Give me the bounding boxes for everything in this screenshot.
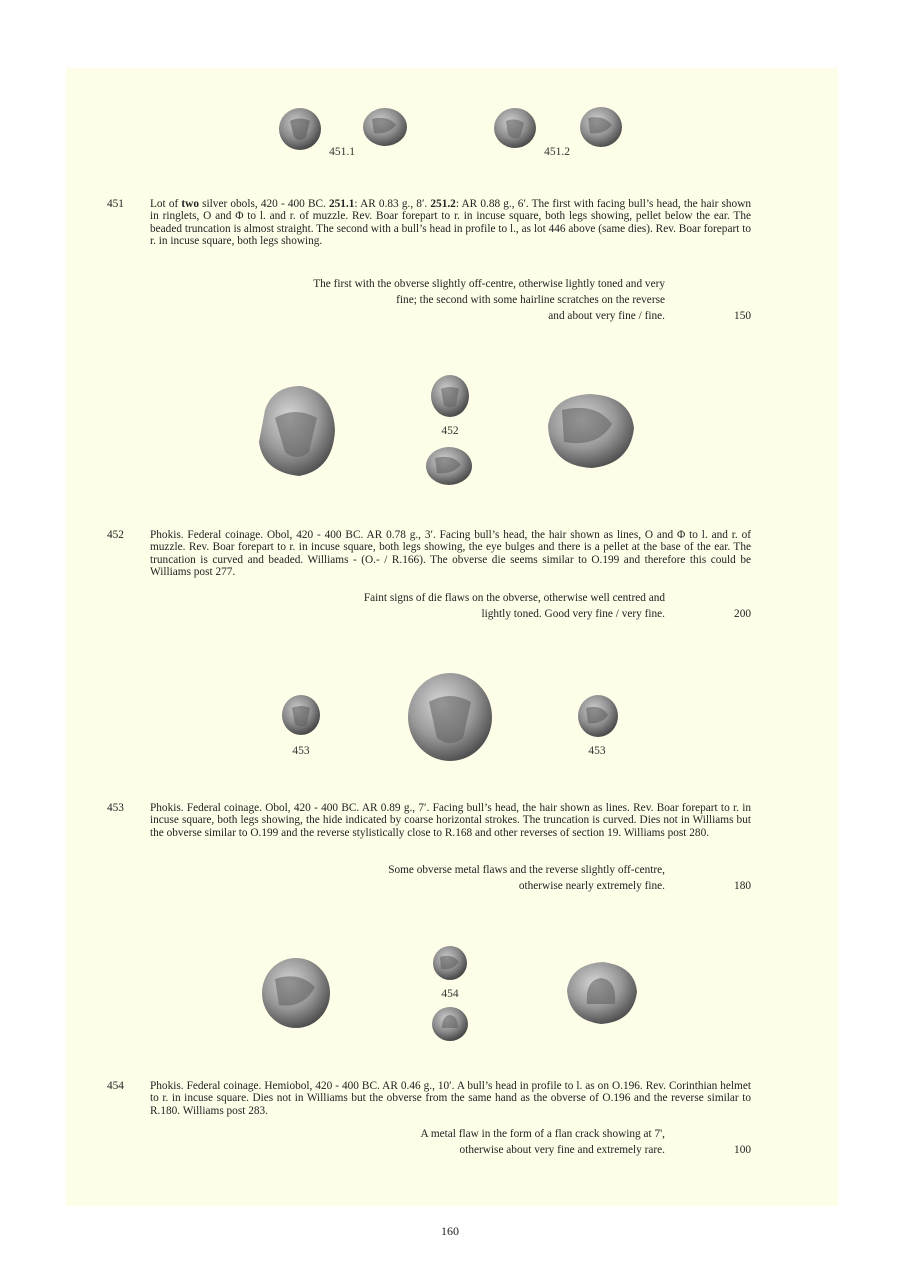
coin-452-obverse (430, 374, 470, 418)
plate-label: 453 (292, 745, 310, 757)
coin-451-2-reverse (579, 106, 623, 148)
lot-estimate: 100 (734, 1144, 751, 1156)
lot-condition-line: fine; the second with some hairline scratches on the reverse (396, 294, 665, 306)
lot-number: 454 (107, 1080, 124, 1092)
lot-estimate: 150 (734, 310, 751, 322)
coin-454-reverse-enlarged (563, 960, 639, 1026)
lot-estimate: 200 (734, 608, 751, 620)
lot-condition-line: and about very fine / fine. (548, 310, 665, 322)
plate-label: 454 (441, 988, 459, 1000)
plate-label: 453 (588, 745, 606, 757)
coin-451-2-obverse (493, 107, 537, 149)
lot-description: Lot of two silver obols, 420 - 400 BC. 251.1: AR 0.83 g., 8′. 251.2: AR 0.88 g., 6′. The first with facing bull’s head, the hair shown in ringlets, O and Φ to l. and r. of muzzle. Rev. Boar forepart to r. in incuse square, both legs showing, pellet below the ear. The beaded truncation is almost straight. The second with a bull’s head in profile to l., as lot 446 above (same dies). Rev. Boar forepart to r. in incuse square, both legs showing. (150, 198, 752, 248)
coin-451-1-reverse (362, 107, 408, 147)
coin-454-reverse (431, 1006, 469, 1042)
plate-label: 451.2 (544, 146, 570, 158)
lot-description: Phokis. Federal coinage. Obol, 420 - 400 BC. AR 0.89 g., 7′. Facing bull’s head, the hair shown as lines. Rev. Boar forepart to r. in incuse square, both legs showing, the hide indicated by coarse horizontal strokes. The truncation is curved. Dies not in Williams but the obverse similar to O.199 and the reverse stylistically close to R.168 and other reverses of section 19. Williams post 280. (150, 802, 751, 839)
coin-452-reverse-enlarged (542, 390, 636, 470)
lot-number: 453 (107, 802, 124, 814)
plate-label: 452 (441, 425, 459, 437)
coin-452-reverse (425, 446, 473, 486)
lot-condition-line: Some obverse metal flaws and the reverse slightly off-centre, (388, 864, 665, 876)
coin-453-reverse (577, 694, 619, 738)
coin-454-obverse (432, 945, 468, 981)
lot-number: 451 (107, 198, 124, 210)
lot-condition-line: A metal flaw in the form of a flan crack showing at 7', (420, 1128, 665, 1140)
lot-estimate: 180 (734, 880, 751, 892)
plate-label: 451.1 (329, 146, 355, 158)
lot-condition-line: Faint signs of die flaws on the obverse, otherwise well centred and (363, 592, 665, 604)
lot-description: Phokis. Federal coinage. Hemiobol, 420 - 400 BC. AR 0.46 g., 10′. A bull’s head in profile to l. as on O.196. Rev. Corinthian helmet to r. in incuse square. Dies not in Williams but the obverse from the same hand as the obverse of O.196 and the reverse similar to R.180. Williams post 283. (150, 1080, 751, 1117)
lot-condition-line: The first with the obverse slightly off-centre, otherwise lightly toned and very (313, 278, 665, 290)
coin-451-1-obverse (278, 107, 322, 151)
coin-453-obverse-enlarged (407, 672, 493, 762)
lot-description: Phokis. Federal coinage. Obol, 420 - 400 BC. AR 0.78 g., 3′. Facing bull’s head, the hair shown as lines, O and Φ to l. and r. of muzzle. Rev. Boar forepart to r. in incuse square, both legs showing, the eye bulges and there is a pellet at the base of the ear. The truncation is curved and beaded. Williams - (O.- / R.166). The obverse die seems similar to O.199 and therefore this could be Williams post 277. (150, 529, 751, 579)
coin-453-obverse (281, 694, 321, 736)
lot-condition-line: lightly toned. Good very fine / very fine. (481, 608, 665, 620)
page-number: 160 (441, 1224, 459, 1238)
lot-condition-line: otherwise about very fine and extremely rare. (459, 1144, 665, 1156)
coin-452-obverse-enlarged (255, 382, 337, 478)
coin-454-obverse-enlarged (261, 957, 331, 1029)
lot-number: 452 (107, 529, 124, 541)
lot-condition-line: otherwise nearly extremely fine. (518, 880, 665, 892)
